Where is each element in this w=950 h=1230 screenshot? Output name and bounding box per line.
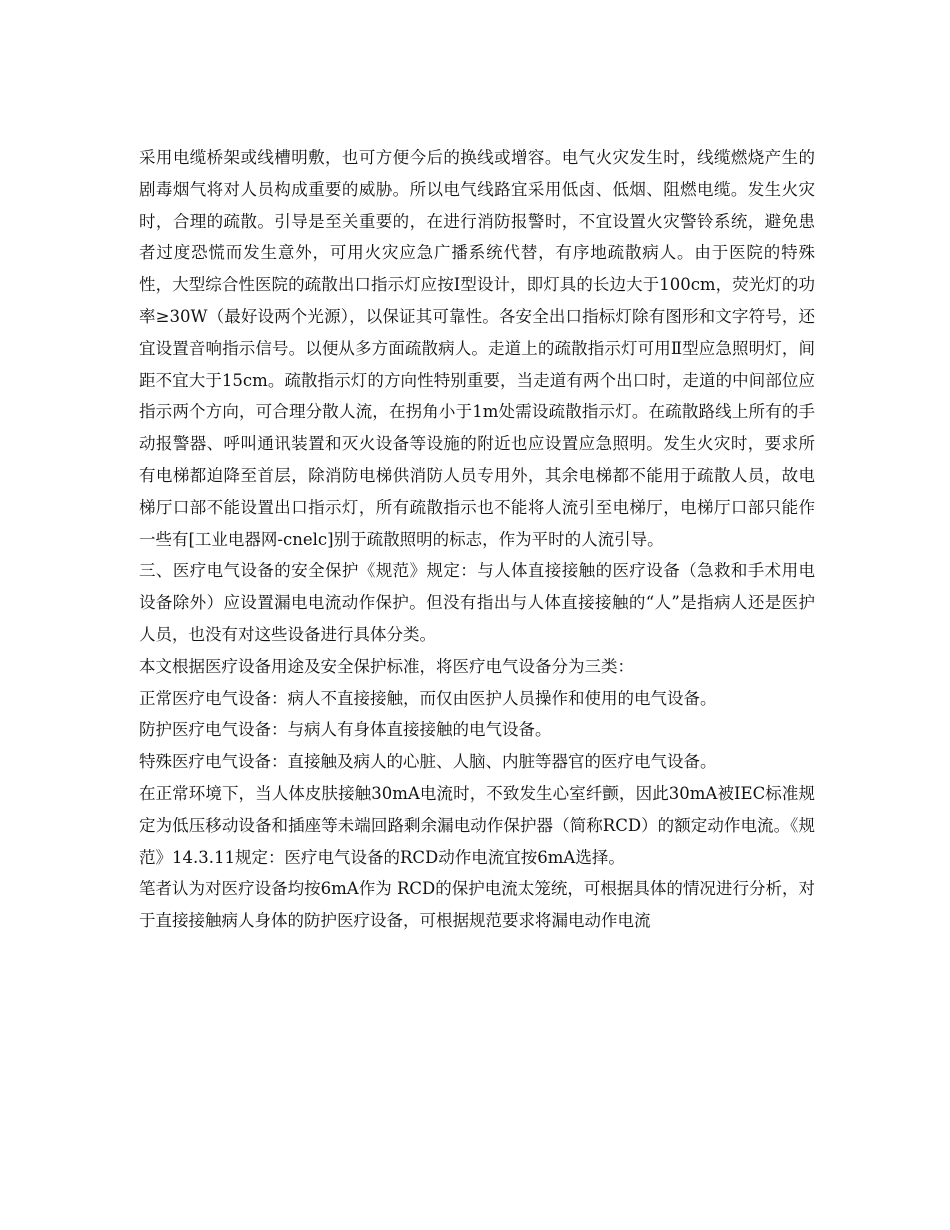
- paragraph-evacuation-lighting: 采用电缆桥架或线槽明敷，也可方便今后的换线或增容。电气火灾发生时，线缆燃烧产生的剧毒烟气将对人员构成重要的威胁。所以电气线路宜采用低卤、低烟、阻燃电缆。发生火灾时，合理的疏散。引导是至关重要的，在进行消防报警时，不宜设置火灾警铃系统，避免患者过度恐慌而发生意外，可用火灾应急广播系统代替，有序地疏散病人。由于医院的特殊性，大型综合性医院的疏散出口指示灯应按Ⅰ型设计，即灯具的长边大于100cm，荧光灯的功率≥30W（最好设两个光源），以保证其可靠性。各安全出口指标灯除有图形和文字符号，还宜设置音响指示信号。以便从多方面疏散病人。走道上的疏散指示灯可用Ⅱ型应急照明灯，间距不宜大于15cm。疏散指示灯的方向性特别重要，当走道有两个出口时，走道的中间部位应指示两个方向，可合理分散人流，在拐角小于1m处需设疏散指示灯。在疏散路线上所有的手动报警器、呼叫通讯装置和灭火设备等设施的附近也应设置应急照明。发生火灾时，要求所有电梯都迫降至首层，除消防电梯供消防人员专用外，其余电梯都不能用于疏散人员，故电梯厅口部不能设置出口指示灯，所有疏散指示也不能将人流引至电梯厅，电梯厅口部只能作一些有[工业电器网-cnelc]别于疏散照明的标志，作为平时的人流引导。: [139, 148, 815, 549]
- paragraph-protective-equipment: 防护医疗电气设备：与病人有身体直接接触的电气设备。: [139, 720, 552, 740]
- paragraph-special-equipment: 特殊医疗电气设备：直接触及病人的心脏、人脑、内脏等器官的医疗电气设备。: [139, 752, 717, 772]
- paragraph-rcd-current: 在正常环境下，当人体皮肤接触30mA电流时，不致发生心室纤颤，因此30mA被IEC标准规定为低压移动设备和插座等未端回路剩余漏电动作保护器（简称RCD）的额定动作电流。《规范》14.3.11规定：医疗电气设备的RCD动作电流宜按6mA选择。: [139, 783, 815, 867]
- document-body: [139, 142, 815, 937]
- paragraph-normal-equipment: 正常医疗电气设备：病人不直接接触，而仅由医护人员操作和使用的电气设备。: [139, 688, 717, 708]
- paragraph-classification-intro: 本文根据医疗设备用途及安全保护标准，将医疗电气设备分为三类：: [139, 656, 634, 676]
- paragraph-section-three-heading: 三、医疗电气设备的安全保护《规范》规定：与人体直接接触的医疗设备（急救和手术用电设备除外）应设置漏电电流动作保护。但没有指出与人体直接接触的“人”是指病人还是医护人员，也没有对这些设备进行具体分类。: [139, 561, 815, 644]
- paragraph-author-opinion: 笔者认为对医疗设备均按6mA作为 RCD的保护电流太笼统，可根据具体的情况进行分析，对于直接接触病人身体的防护医疗设备，可根据规范要求将漏电动作电流: [139, 879, 815, 931]
